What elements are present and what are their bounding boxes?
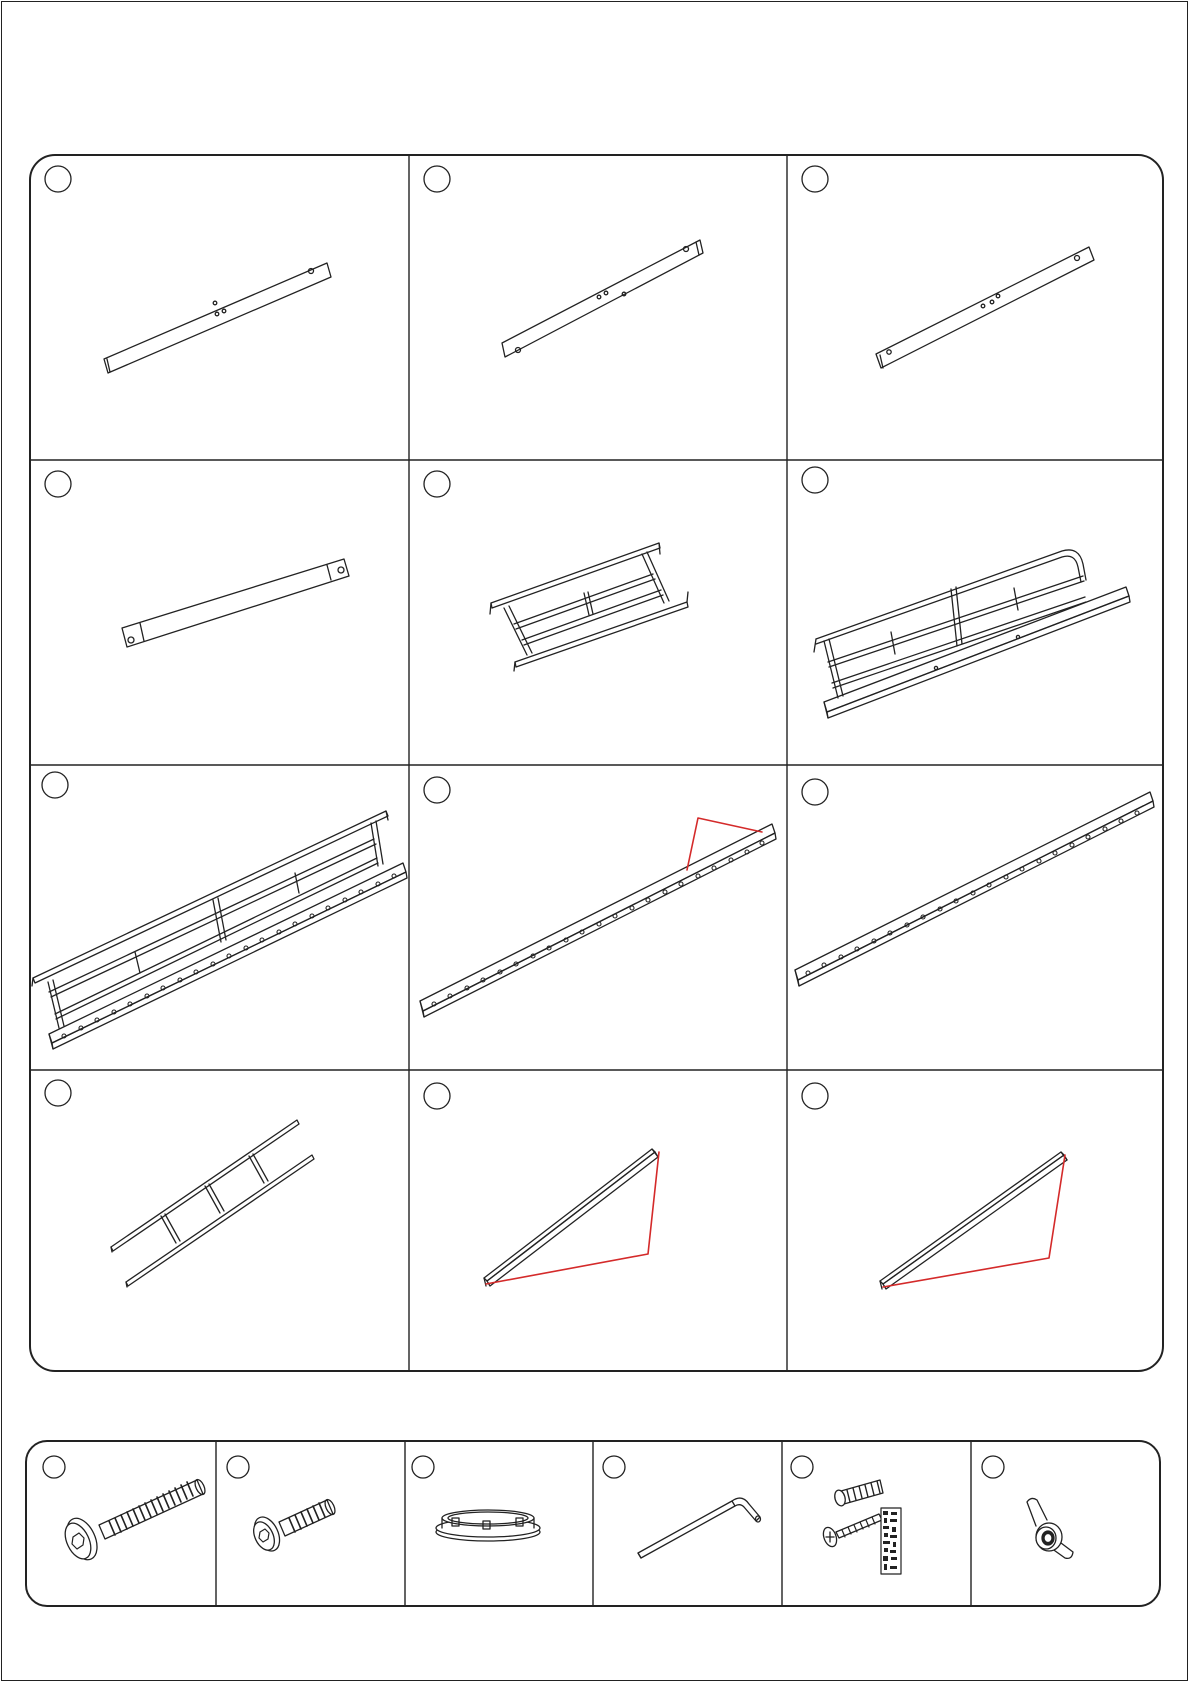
part-cell-4	[45, 471, 349, 647]
long-bolt-icon	[60, 1478, 207, 1564]
part-cell-1	[45, 166, 331, 373]
part-cell-9	[795, 779, 1154, 986]
part-number-circle	[424, 471, 450, 497]
slot-holes	[62, 874, 396, 1038]
parts-grid	[31, 156, 1164, 1372]
part-number-circle	[45, 1080, 71, 1106]
hardware-number-circle	[603, 1456, 625, 1478]
hardware-number-circle	[791, 1456, 813, 1478]
rail-frame-icon	[490, 543, 688, 671]
hardware-cell-1	[43, 1456, 207, 1564]
hardware-cell-5	[791, 1456, 901, 1574]
hardware-grid	[27, 1442, 1161, 1607]
long-rail-frame-icon	[32, 811, 407, 1049]
grid-lines	[31, 156, 1164, 1372]
part-cell-12	[802, 1083, 1067, 1289]
hardware-number-circle	[43, 1456, 65, 1478]
angle-bar-icon	[880, 1152, 1067, 1289]
angle-bar-icon	[484, 1149, 659, 1286]
hardware-bag-icon	[881, 1508, 901, 1574]
wall-plug-icon	[833, 1480, 883, 1507]
straight-tube-icon	[876, 247, 1094, 368]
part-cell-8	[420, 777, 776, 1017]
hardware-cell-4	[603, 1456, 761, 1558]
part-cell-7	[32, 772, 407, 1049]
allen-key-icon	[638, 1498, 761, 1558]
hardware-cell-2	[227, 1456, 337, 1555]
part-number-circle	[424, 166, 450, 192]
part-cell-11	[424, 1083, 659, 1286]
hardware-cell-3	[412, 1456, 540, 1541]
red-callout	[486, 1152, 659, 1284]
hardware-number-circle	[982, 1456, 1004, 1478]
screw-icon	[821, 1514, 882, 1548]
part-number-circle	[42, 772, 68, 798]
part-number-circle	[802, 166, 828, 192]
part-number-circle	[45, 471, 71, 497]
hardware-number-circle	[227, 1456, 249, 1478]
straight-tube-icon	[104, 263, 331, 373]
straight-tube-icon	[502, 240, 703, 357]
part-cell-6	[802, 467, 1130, 718]
red-callout	[883, 1155, 1065, 1287]
end-cap-icon	[436, 1510, 540, 1541]
ladder-slat-icon	[111, 1120, 314, 1287]
part-cell-10	[45, 1080, 314, 1287]
wing-nut-icon	[1027, 1498, 1073, 1558]
slotted-bar-icon	[420, 818, 776, 1017]
red-callout	[687, 818, 762, 870]
slotted-bar-icon	[795, 792, 1154, 986]
short-bolt-icon	[249, 1498, 337, 1555]
hardware-number-circle	[412, 1456, 434, 1478]
part-number-circle	[424, 777, 450, 803]
rail-frame-with-bar-icon	[814, 550, 1130, 718]
hardware-cell-6	[982, 1456, 1073, 1558]
tapered-tube-icon	[122, 559, 349, 647]
slot-holes	[806, 811, 1139, 975]
part-number-circle	[802, 467, 828, 493]
hardware-panel	[25, 1440, 1161, 1607]
slot-holes	[432, 841, 764, 1006]
part-number-circle	[802, 1083, 828, 1109]
part-cell-5	[424, 471, 688, 671]
part-cell-2	[424, 166, 703, 357]
part-number-circle	[424, 1083, 450, 1109]
parts-panel	[29, 154, 1164, 1372]
part-cell-3	[802, 166, 1094, 368]
part-number-circle	[45, 166, 71, 192]
part-number-circle	[802, 779, 828, 805]
